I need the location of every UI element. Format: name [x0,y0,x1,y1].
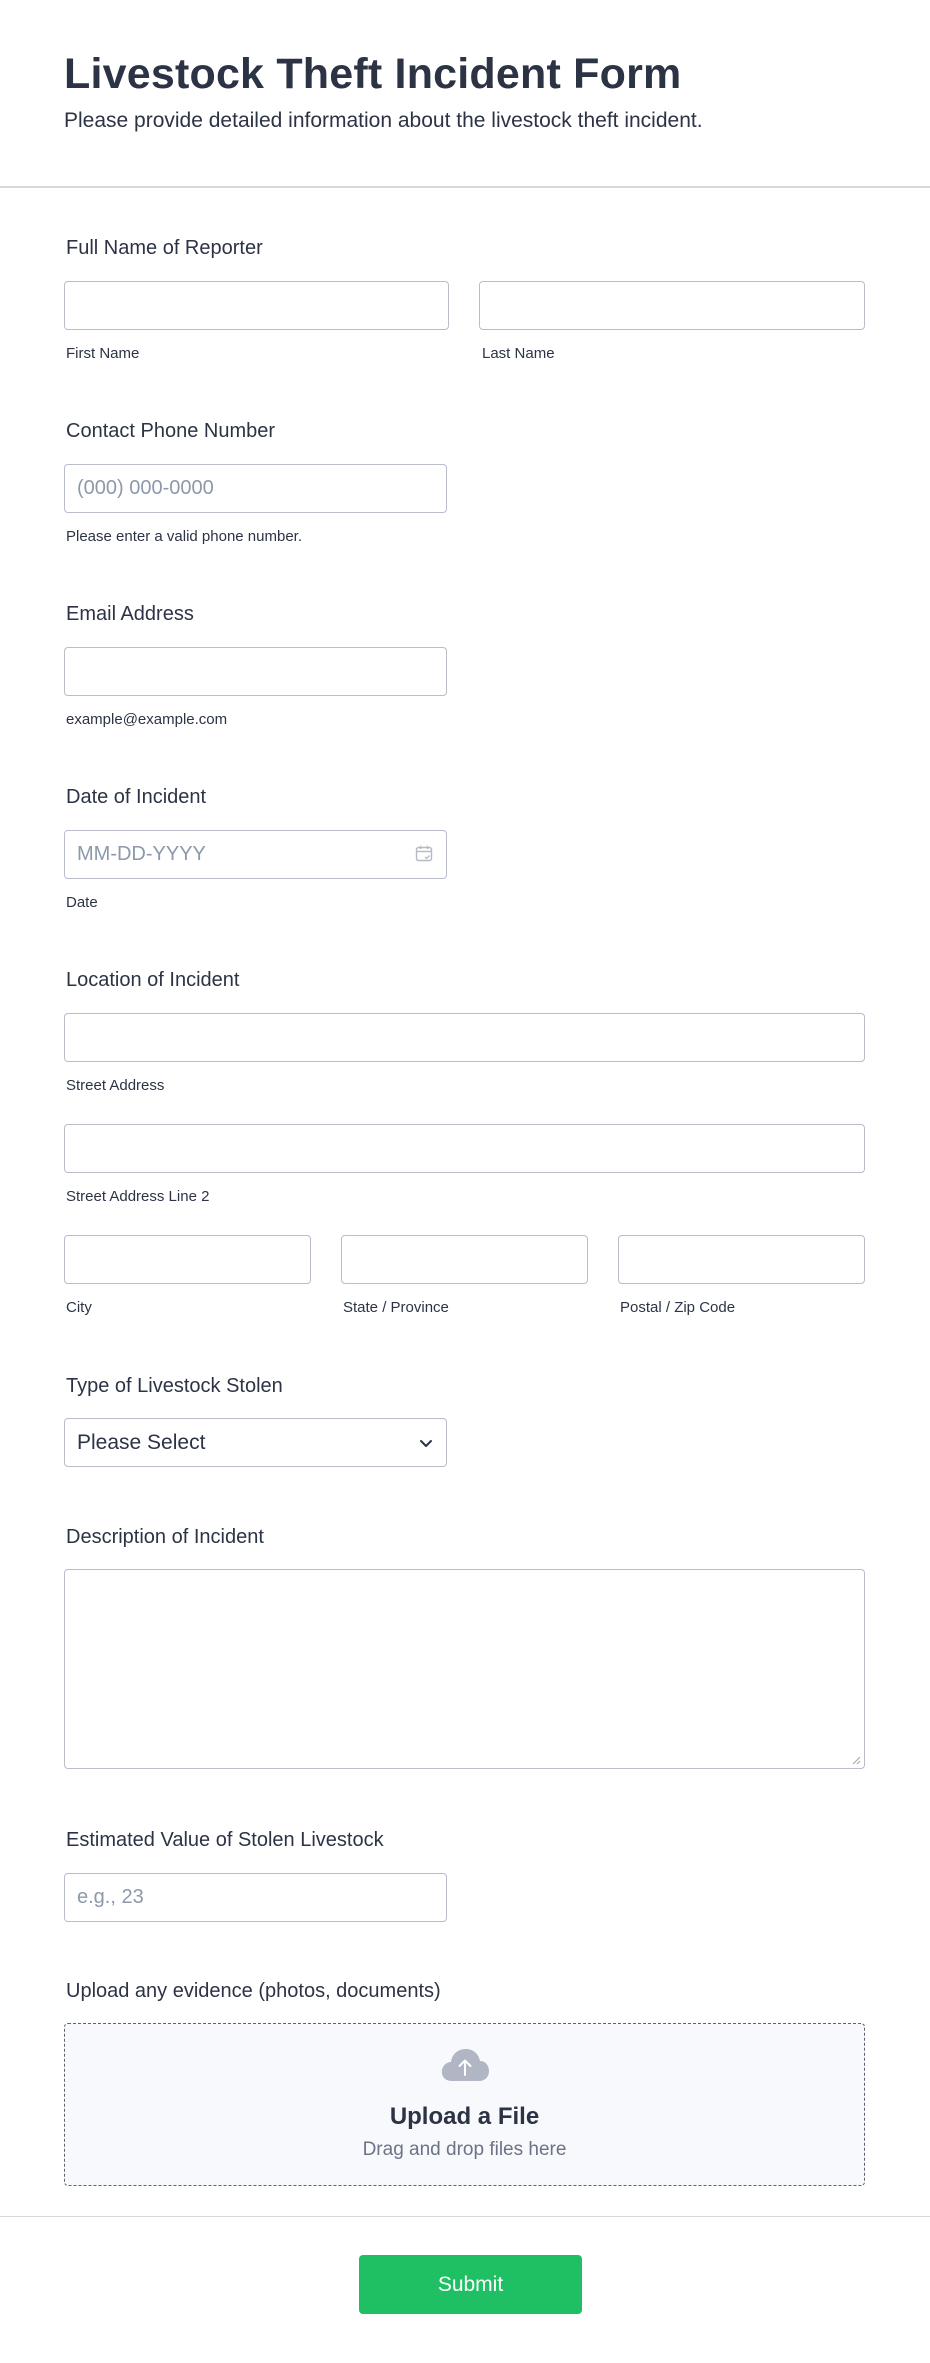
location-label: Location of Incident [66,969,240,991]
form-header [0,0,930,188]
calendar-icon[interactable] [414,844,434,864]
full-name-label: Full Name of Reporter [66,237,263,259]
phone-input[interactable] [64,464,447,513]
city-sublabel: City [66,1299,92,1316]
phone-sublabel: Please enter a valid phone number. [66,528,302,545]
description-label: Description of Incident [66,1526,264,1548]
resize-handle-icon[interactable] [851,1755,861,1765]
form-title: Livestock Theft Incident Form [64,50,682,98]
city-input[interactable] [64,1235,311,1284]
street-address-sublabel: Street Address [66,1077,165,1094]
description-textarea[interactable] [64,1569,865,1769]
last-name-input[interactable] [479,281,865,330]
date-placeholder: MM-DD-YYYY [77,843,206,865]
zip-sublabel: Postal / Zip Code [620,1299,736,1316]
file-upload-dropzone[interactable] [64,2023,865,2186]
street-address-line2-input[interactable] [64,1124,865,1173]
upload-subtitle: Drag and drop files here [362,2139,567,2160]
livestock-type-select[interactable] [64,1418,447,1467]
state-input[interactable] [341,1235,588,1284]
form-subtitle: Please provide detailed information about the livestock theft incident. [64,109,703,132]
street-address-input[interactable] [64,1013,865,1062]
state-sublabel: State / Province [343,1299,449,1316]
street-address-line2-sublabel: Street Address Line 2 [66,1188,210,1205]
date-label: Date of Incident [66,786,207,808]
evidence-label: Upload any evidence (photos, documents) [66,1980,441,2002]
submit-button[interactable]: Submit [359,2255,582,2314]
email-label: Email Address [66,603,194,625]
estimated-value-placeholder: e.g., 23 [77,1886,144,1908]
phone-placeholder: (000) 000-0000 [77,477,214,499]
livestock-type-selected: Please Select [77,1431,206,1454]
date-sublabel: Date [66,894,98,911]
date-input[interactable] [64,830,447,879]
last-name-sublabel: Last Name [482,345,555,362]
chevron-down-icon [418,1435,434,1451]
first-name-sublabel: First Name [66,345,140,362]
estimated-value-input[interactable] [64,1873,447,1922]
email-input[interactable] [64,647,447,696]
cloud-upload-icon [440,2047,490,2083]
phone-label: Contact Phone Number [66,420,276,442]
email-sublabel: example@example.com [66,711,228,728]
footer-divider [0,2216,930,2217]
upload-title: Upload a File [389,2103,540,2130]
first-name-input[interactable] [64,281,449,330]
zip-input[interactable] [618,1235,865,1284]
estimated-value-label: Estimated Value of Stolen Livestock [66,1829,384,1851]
livestock-type-label: Type of Livestock Stolen [66,1375,283,1397]
